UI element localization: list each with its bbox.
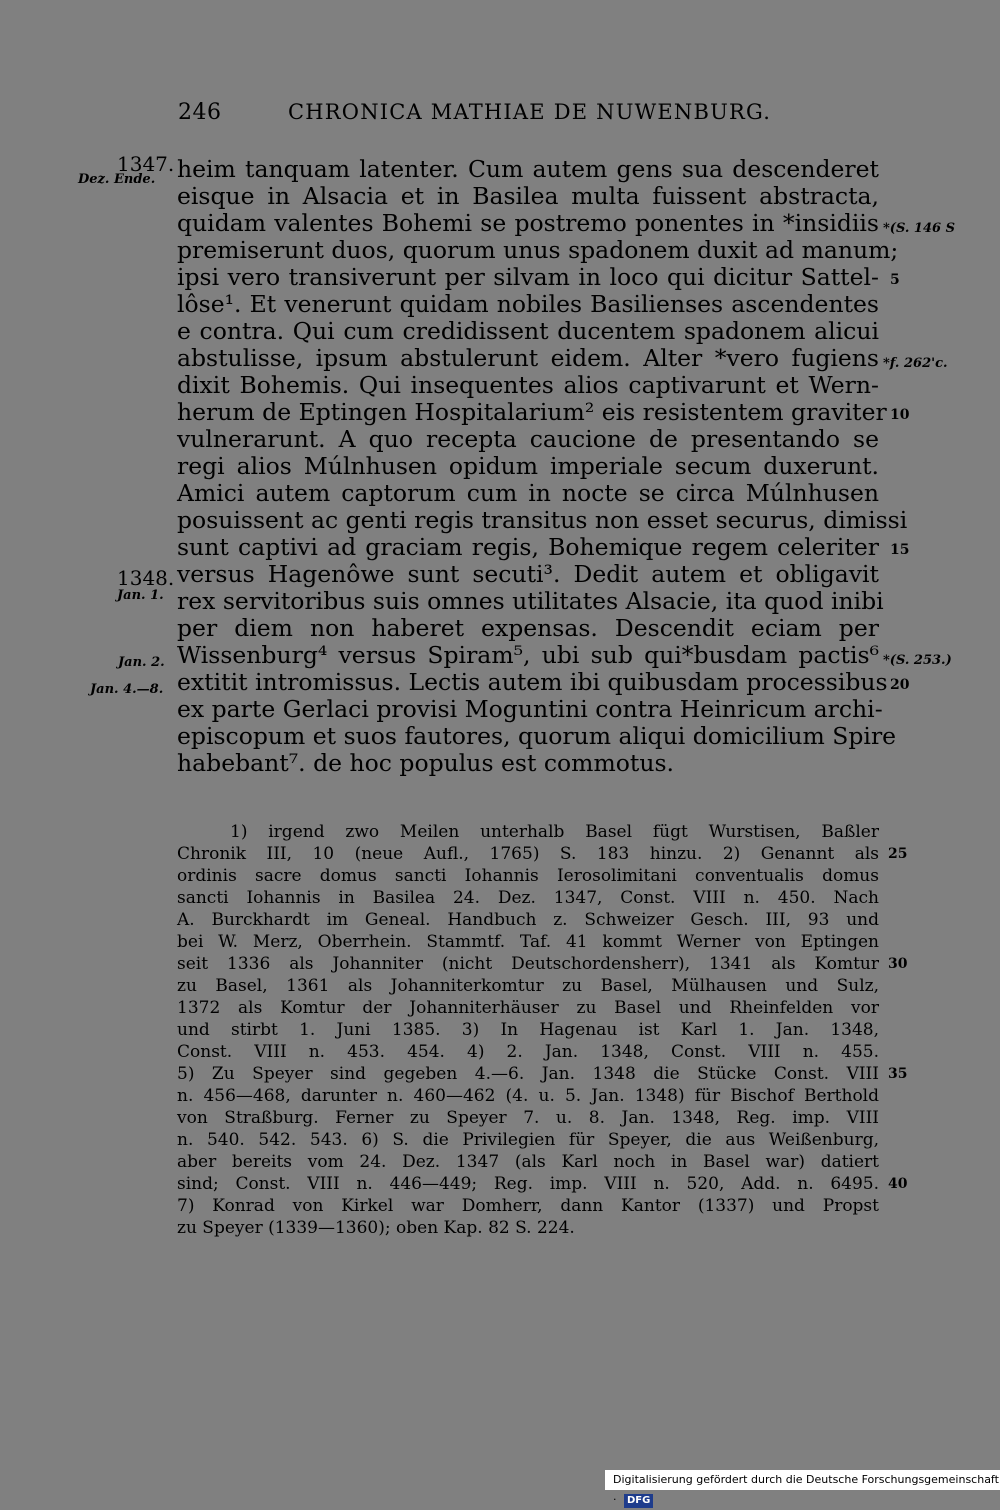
footnote-line: zu Basel, 1361 als Johanniterkomtur zu Basel, Mülhausen und Sulz, — [177, 976, 879, 996]
text-line: Amici autem captorum cum in nocte se circa Múlnhusen — [177, 479, 879, 507]
footnote-line: aber bereits vom 24. Dez. 1347 (als Karl noch in Basel war) datiert — [177, 1152, 879, 1172]
side-note-date: Dez. Ende. — [78, 172, 156, 187]
text-line: posuissent ac genti regis transitus non esset securus, dimissi — [177, 506, 908, 534]
line-number: 20 — [890, 677, 910, 693]
credit-text: Digitalisierung gefördert durch die Deutsche Forschungsgemeinschaft · — [613, 1473, 999, 1506]
footnote-line-number: 25 — [888, 846, 908, 862]
footnote-line-number: 30 — [888, 956, 908, 972]
footnote-line: zu Speyer (1339—1360); oben Kap. 82 S. 224. — [177, 1218, 575, 1238]
footnote-line-number: 40 — [888, 1176, 908, 1192]
text-line: regi alios Múlnhusen opidum imperiale secum duxerunt. — [177, 452, 879, 480]
line-number: 15 — [890, 542, 910, 558]
footnote-line: 1372 als Komtur der Johanniterhäuser zu Basel und Rheinfelden vor — [177, 998, 879, 1018]
text-line: dixit Bohemis. Qui insequentes alios captivarunt et Wern- — [177, 371, 879, 399]
footnote-line: 7) Konrad von Kirkel war Domherr, dann Kantor (1337) und Propst — [177, 1196, 879, 1216]
text-line: vulnerarunt. A quo recepta caucione de presentando se — [177, 425, 879, 453]
text-line: episcopum et suos fautores, quorum aliqui domicilium Spire — [177, 722, 897, 750]
side-note-date: Jan. 2. — [118, 655, 165, 670]
page-ref-mark: *(S. 146 S — [883, 221, 955, 236]
text-line: heim tanquam latenter. Cum autem gens sua descenderet — [177, 155, 879, 183]
side-note-date: Jan. 1. — [117, 588, 164, 603]
footnote-line: n. 456—468, darunter n. 460—462 (4. u. 5. Jan. 1348) für Bischof Berthold — [177, 1086, 879, 1106]
line-number: 5 — [890, 272, 900, 288]
digitization-credit — [605, 1470, 1000, 1506]
footnote-line: Const. VIII n. 453. 454. 4) 2. Jan. 1348, Const. VIII n. 455. — [177, 1042, 879, 1062]
text-line: premiserunt duos, quorum unus spadonem duxit ad manum; — [177, 236, 899, 264]
footnote-line: sancti Iohannis in Basilea 24. Dez. 1347, Const. VIII n. 450. Nach — [177, 888, 879, 908]
side-note-date: Jan. 4.—8. — [90, 682, 164, 697]
footnote-line: und stirbt 1. Juni 1385. 3) In Hagenau ist Karl 1. Jan. 1348, — [177, 1020, 879, 1040]
text-line: Wissenburg⁴ versus Spiram⁵, ubi sub qui*busdam pactis⁶ — [177, 641, 879, 669]
footnote-line: bei W. Merz, Oberrhein. Stammtf. Taf. 41 kommt Werner von Eptingen — [177, 932, 879, 952]
page-ref-mark: *(S. 253.) — [883, 653, 952, 668]
footnote-line-number: 35 — [888, 1066, 908, 1082]
running-title: CHRONICA MATHIAE DE NUWENBURG. — [288, 100, 772, 124]
text-line: versus Hagenôwe sunt secuti³. Dedit autem et obligavit — [177, 560, 879, 588]
page-ref-mark: *f. 262'c. — [883, 356, 948, 371]
text-line: quidam valentes Bohemi se postremo ponentes in *insidiis — [177, 209, 879, 237]
dfg-logo: DFG — [624, 1494, 653, 1508]
text-line: rex servitoribus suis omnes utilitates Alsacie, ita quod inibi — [177, 587, 884, 615]
footnote-line: 1) irgend zwo Meilen unterhalb Basel fügt Wurstisen, Baßler — [230, 822, 879, 842]
text-line: ex parte Gerlaci provisi Moguntini contra Heinricum archi- — [177, 695, 883, 723]
side-note-year: 1347. — [117, 152, 175, 176]
footnote-line: A. Burckhardt im Geneal. Handbuch z. Schweizer Gesch. III, 93 und — [177, 910, 879, 930]
text-line: e contra. Qui cum credidissent ducentem spadonem alicui — [177, 317, 879, 345]
text-line: abstulisse, ipsum abstulerunt eidem. Alter *vero fugiens — [177, 344, 879, 372]
text-line: sunt captivi ad graciam regis, Bohemique regem celeriter — [177, 533, 879, 561]
text-line: herum de Eptingen Hospitalarium² eis resistentem graviter — [177, 398, 887, 426]
side-note-year: 1348. — [117, 566, 175, 590]
page-number: 246 — [178, 100, 222, 125]
text-line: eisque in Alsacia et in Basilea multa fuissent abstracta, — [177, 182, 879, 210]
footnote-line: seit 1336 als Johanniter (nicht Deutschordensherr), 1341 als Komtur — [177, 954, 879, 974]
text-line: per diem non haberet expensas. Descendit eciam per — [177, 614, 879, 642]
footnote-line: ordinis sacre domus sancti Iohannis Ierosolimitani conventualis domus — [177, 866, 879, 886]
footnote-line: von Straßburg. Ferner zu Speyer 7. u. 8. Jan. 1348, Reg. imp. VIII — [177, 1108, 879, 1128]
footnote-line: sind; Const. VIII n. 446—449; Reg. imp. VIII n. 520, Add. n. 6495. — [177, 1174, 879, 1194]
footnote-line: n. 540. 542. 543. 6) S. die Privilegien für Speyer, die aus Weißenburg, — [177, 1130, 879, 1150]
text-line: habebant⁷. de hoc populus est commotus. — [177, 749, 674, 777]
line-number: 10 — [890, 407, 910, 423]
footnote-line: 5) Zu Speyer sind gegeben 4.—6. Jan. 1348 die Stücke Const. VIII — [177, 1064, 879, 1084]
footnote-line: Chronik III, 10 (neue Aufl., 1765) S. 183 hinzu. 2) Genannt als — [177, 844, 879, 864]
text-line: ipsi vero transiverunt per silvam in loco qui dicitur Sattel- — [177, 263, 879, 291]
text-line: extitit intromissus. Lectis autem ibi quibusdam processibus — [177, 668, 888, 696]
text-line: lôse¹. Et venerunt quidam nobiles Basilienses ascendentes — [177, 290, 879, 318]
